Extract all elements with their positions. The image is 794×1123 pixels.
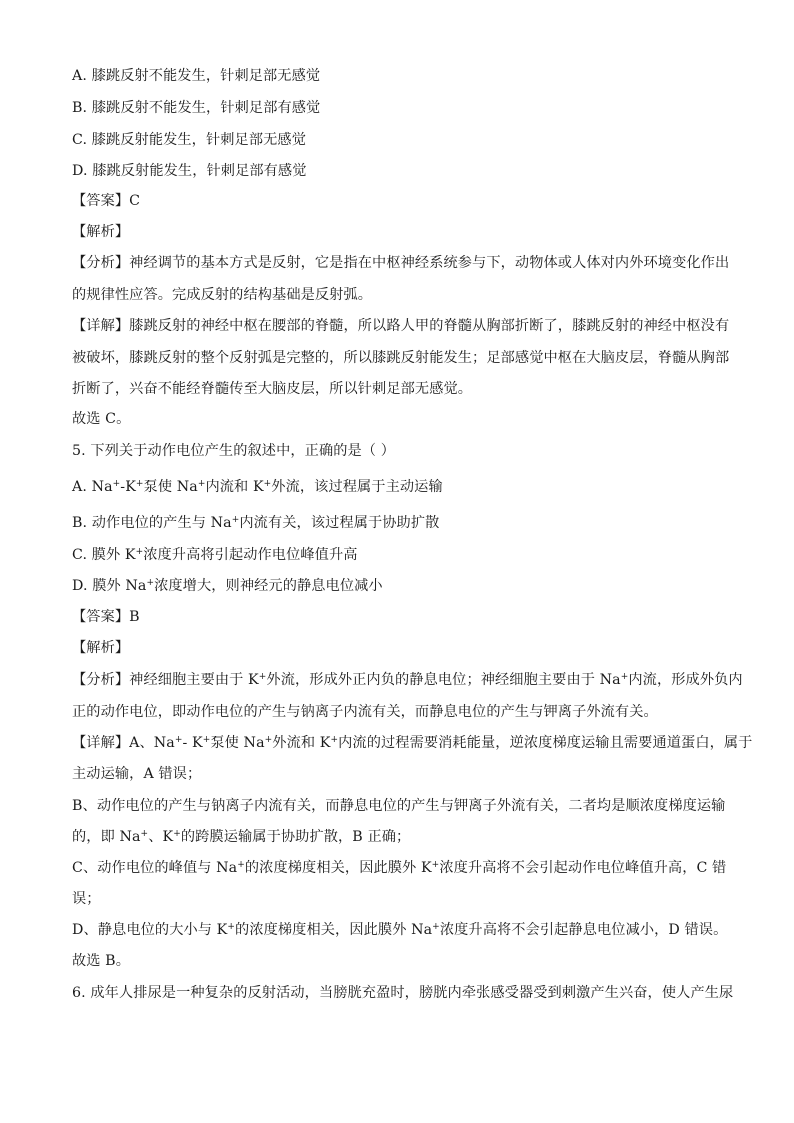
q5-detail-line: 【详解】A、Na+- K+泵使 Na+外流和 K+内流的过程需要消耗能量，逆浓度梯度运输且需要通道蛋白，属于 <box>72 735 753 751</box>
q5-stem: 5. 下列关于动作电位产生的叙述中，正确的是（ ） <box>72 443 395 459</box>
q4-detail-line: 折断了，兴奋不能经脊髓传至大脑皮层，所以针刺足部无感觉。 <box>72 381 473 397</box>
q4-answer: 【答案】C <box>72 193 141 209</box>
q4-option-c: C. 膝跳反射能发生，针刺足部无感觉 <box>72 132 306 148</box>
q5-detail-line: 误； <box>72 891 101 907</box>
q4-detail-line: 被破坏，膝跳反射的整个反射弧是完整的，所以膝跳反射能发生；足部感觉中枢在大脑皮层，脊髓从胸部 <box>72 350 730 366</box>
q5-analysis-line: 【分析】神经细胞主要由于 K+外流，形成外正内负的静息电位；神经细胞主要由于 Na+内流，形成外负内 <box>72 672 743 688</box>
q5-option-a: A. Na+-K+泵使 Na+内流和 K+外流，该过程属于主动运输 <box>72 479 443 495</box>
q5-detail-line: B、动作电位的产生与钠离子内流有关，而静息电位的产生与钾离子外流有关，二者均是顺浓度梯度运输 <box>72 798 726 814</box>
q4-option-b: B. 膝跳反射不能发生，针刺足部有感觉 <box>72 100 321 116</box>
q4-option-a: A. 膝跳反射不能发生，针刺足部无感觉 <box>72 68 321 84</box>
q5-detail-line: C、动作电位的峰值与 Na+的浓度梯度相关，因此膜外 K+浓度升高将不会引起动作电位峰值升高，C 错 <box>72 860 727 876</box>
q5-option-c: C. 膜外 K+浓度升高将引起动作电位峰值升高 <box>72 547 358 563</box>
q5-detail-line: 主动运输，A 错误； <box>72 766 202 782</box>
q5-option-d: D. 膜外 Na+浓度增大，则神经元的静息电位减小 <box>72 578 383 594</box>
q4-analysis-line: 的规律性应答。完成反射的结构基础是反射弧。 <box>72 287 373 303</box>
q4-option-d: D. 膝跳反射能发生，针刺足部有感觉 <box>72 163 307 179</box>
q5-analysis-line: 正的动作电位，即动作电位的产生与钠离子内流有关，而静息电位的产生与钾离子外流有关。 <box>72 704 658 720</box>
q5-detail-line: D、静息电位的大小与 K+的浓度梯度相关，因此膜外 Na+浓度升高将不会引起静息电位减小，D 错误。 <box>72 922 728 938</box>
q4-analysis-line: 【分析】神经调节的基本方式是反射，它是指在中枢神经系统参与下，动物体或人体对内外环境变化作出 <box>72 255 730 271</box>
q5-detail-line: 的，即 Na+、K+的跨膜运输属于协助扩散，B 正确； <box>72 829 411 845</box>
q4-conclusion: 故选 C。 <box>72 411 131 427</box>
q5-option-b: B. 动作电位的产生与 Na+内流有关，该过程属于协助扩散 <box>72 515 440 531</box>
q5-jiexi-heading: 【解析】 <box>72 640 130 656</box>
q4-detail-line: 【详解】膝跳反射的神经中枢在腰部的脊髓，所以路人甲的脊髓从胸部折断了，膝跳反射的神经中枢没有 <box>72 318 730 334</box>
q4-jiexi-heading: 【解析】 <box>72 224 130 240</box>
q5-answer: 【答案】B <box>72 609 140 625</box>
q6-stem: 6. 成年人排尿是一种复杂的反射活动，当膀胱充盈时，膀胱内牵张感受器受到刺激产生兴奋，使人产生尿 <box>72 985 734 1001</box>
q5-conclusion: 故选 B。 <box>72 953 130 969</box>
